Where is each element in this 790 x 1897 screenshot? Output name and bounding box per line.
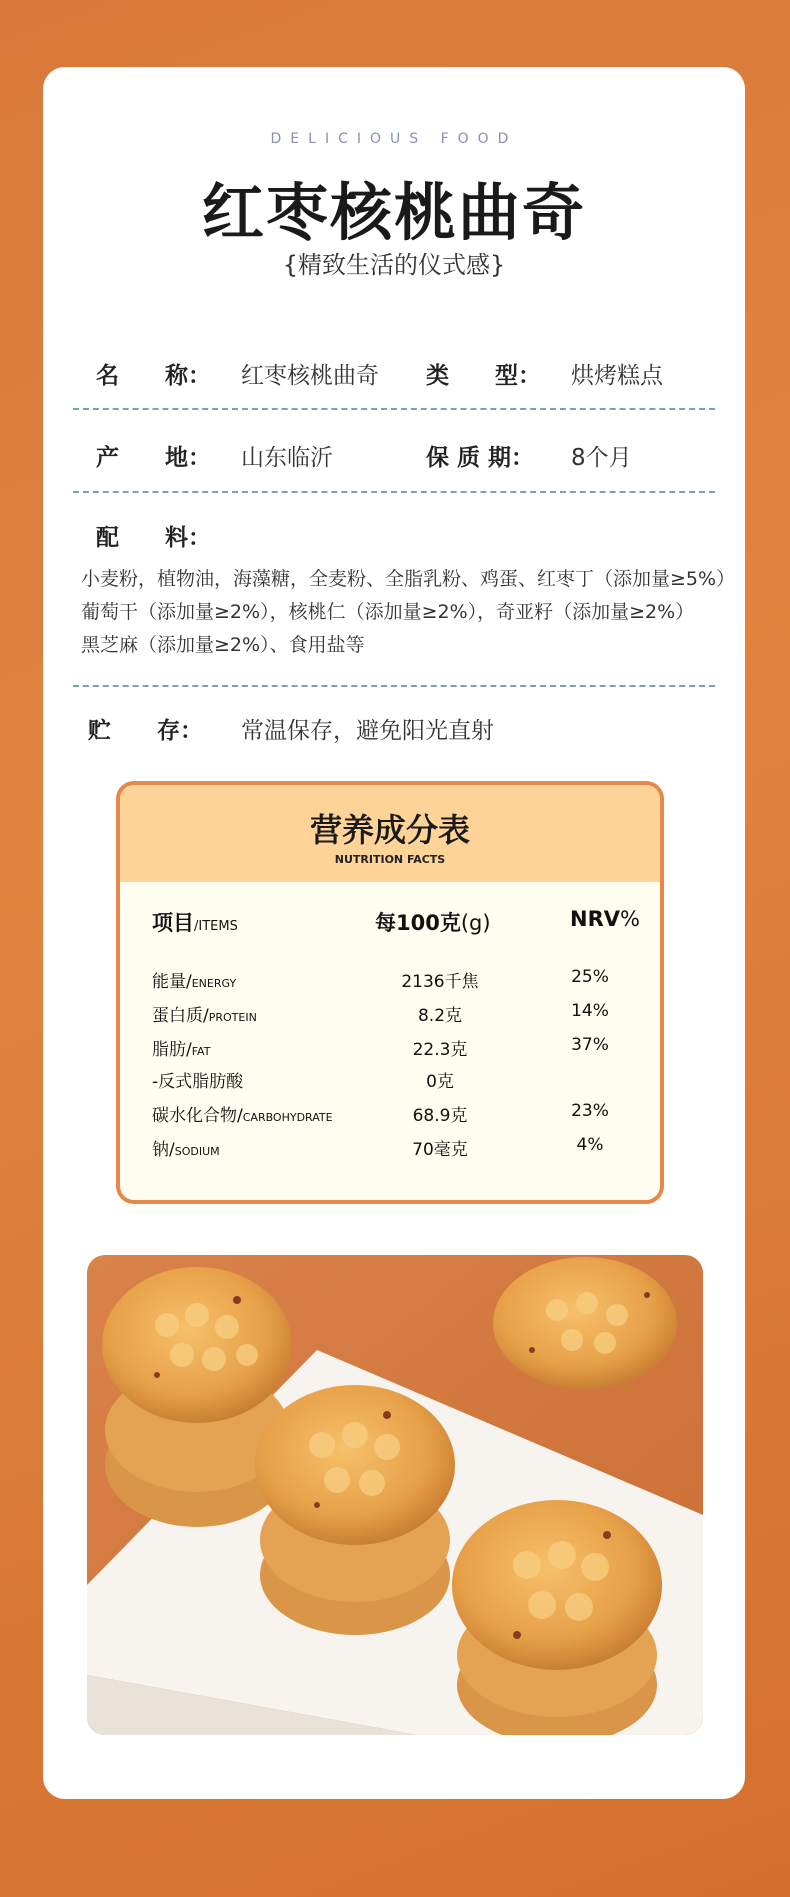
shelf-life-label: 保 质 期：	[426, 445, 535, 471]
nutrition-row-nrv: 25%	[571, 967, 609, 987]
nutrition-header	[120, 785, 660, 882]
nutrition-row-amount: 70毫克	[412, 1140, 468, 1160]
nutrition-row-nrv: 37%	[571, 1035, 609, 1055]
cookies-illustration	[87, 1255, 703, 1735]
name-value: 红枣核桃曲奇	[241, 363, 379, 389]
type-value: 烘烤糕点	[571, 363, 663, 389]
nutrition-row-name: 脂肪/FAT	[152, 1040, 211, 1060]
shelf-life-value: 8个月	[571, 445, 632, 471]
column-header-per-100g: 每100克(g)	[375, 911, 491, 935]
ingredients-line: 葡萄干（添加量≥2%），核桃仁（添加量≥2%），奇亚籽（添加量≥2%）	[81, 601, 695, 623]
column-header-nrv: NRV%	[570, 907, 640, 931]
storage-value: 常温保存，避免阳光直射	[241, 718, 494, 744]
ingredients-line: 黑芝麻（添加量≥2%）、食用盐等	[81, 634, 365, 656]
product-title: 红枣核桃曲奇	[201, 176, 586, 249]
nutrition-row-name: 蛋白质/PROTEIN	[152, 1006, 257, 1026]
nutrition-title: 营养成分表	[309, 811, 470, 849]
nutrition-row-name: 能量/ENERGY	[152, 972, 237, 992]
type-label: 类 型：	[426, 363, 541, 389]
nutrition-row-amount: 22.3克	[412, 1040, 468, 1060]
ingredients-line: 小麦粉，植物油，海藻糖，全麦粉、全脂乳粉、鸡蛋、红枣丁（添加量≥5%）	[81, 568, 736, 590]
nutrition-row-nrv: 14%	[571, 1001, 609, 1021]
nutrition-row-amount: 2136千焦	[401, 972, 479, 992]
nutrition-row-nrv: 4%	[576, 1135, 604, 1155]
nutrition-subtitle: NUTRITION FACTS	[334, 853, 446, 866]
nutrition-row-name: -反式脂肪酸	[152, 1072, 244, 1092]
name-label: 名 称：	[96, 363, 211, 389]
content-card	[43, 67, 745, 1799]
nutrition-row-amount: 8.2克	[417, 1006, 463, 1026]
nutrition-row-name: 碳水化合物/CARBOHYDRATE	[152, 1106, 333, 1126]
nutrition-row-nrv: 23%	[571, 1101, 609, 1121]
nutrition-row-name: 钠/SODIUM	[152, 1140, 220, 1160]
product-photo	[87, 1255, 703, 1735]
nutrition-table	[116, 781, 664, 1204]
eyebrow-text: DELICIOUS FOOD	[270, 131, 518, 147]
origin-value: 山东临沂	[241, 445, 333, 471]
divider	[73, 408, 715, 410]
nutrition-row-amount: 68.9克	[412, 1106, 468, 1126]
ingredients-label: 配 料：	[96, 525, 211, 551]
divider	[73, 685, 715, 687]
storage-label: 贮 存：	[88, 718, 203, 744]
nutrition-row-amount: 0克	[426, 1072, 454, 1092]
column-header-items: 项目/ITEMS	[152, 911, 238, 935]
divider	[73, 491, 715, 493]
product-subtitle: {精致生活的仪式感}	[282, 251, 506, 279]
origin-label: 产 地：	[96, 445, 211, 471]
